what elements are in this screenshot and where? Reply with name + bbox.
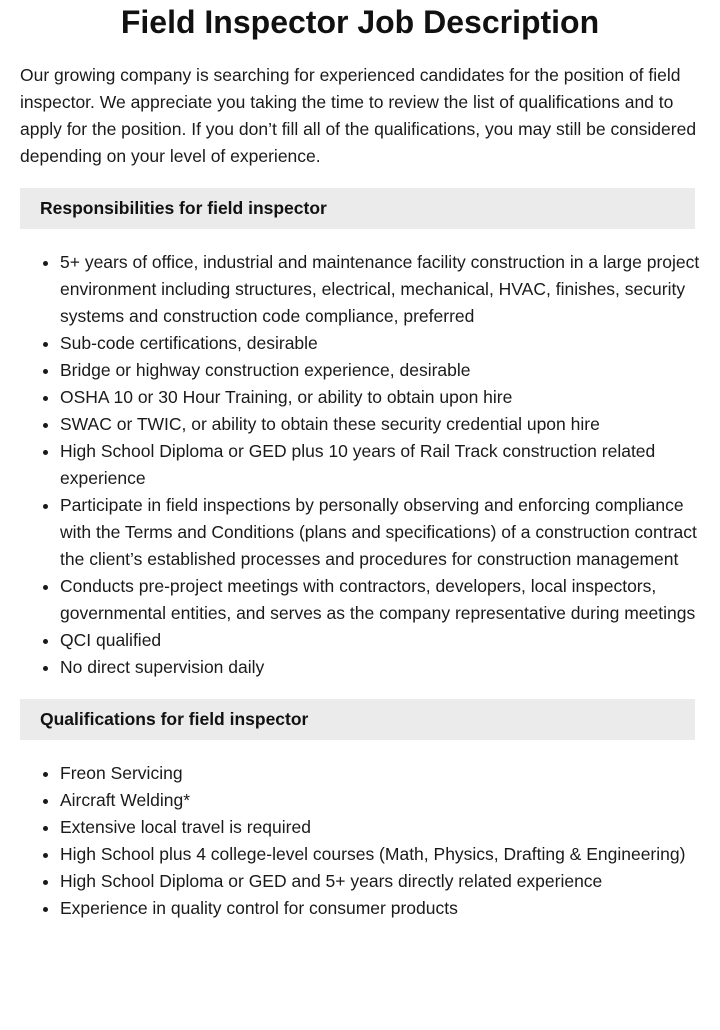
list-item: • Freon Servicing [60, 760, 700, 787]
list-item: • OSHA 10 or 30 Hour Training, or ability to obtain upon hire [60, 384, 700, 411]
qualifications-heading: Qualifications for field inspector [20, 699, 695, 740]
page-title: Field Inspector Job Description [120, 4, 600, 40]
list-item: • High School plus 4 college-level courses (Math, Physics, Drafting & Engineering) [60, 841, 700, 868]
responsibilities-list [20, 249, 700, 681]
list-item: • Conducts pre-project meetings with contractors, developers, local inspectors, governmental entities, and serves as the company representative during meetings [60, 573, 700, 627]
list-item: • Aircraft Welding* [60, 787, 700, 814]
list-item: • QCI qualified [60, 627, 700, 654]
list-item: • High School Diploma or GED and 5+ years directly related experience [60, 868, 700, 895]
list-item: • Extensive local travel is required [60, 814, 700, 841]
list-item: • SWAC or TWIC, or ability to obtain these security credential upon hire [60, 411, 700, 438]
qualifications-list [20, 760, 700, 922]
list-item: • Experience in quality control for consumer products [60, 895, 700, 922]
list-item: • High School Diploma or GED plus 10 years of Rail Track construction related experience [60, 438, 700, 492]
list-item: • No direct supervision daily [60, 654, 700, 681]
list-item: • Participate in field inspections by personally observing and enforcing compliance with the Terms and Conditions (plans and specifications) of a construction contract the client’s established processes and procedures for construction management [60, 492, 700, 573]
intro-paragraph: Our growing company is searching for experienced candidates for the position of field inspector. We appreciate you taking the time to review the list of qualifications and to apply for the position. If you don’t fill all of the qualifications, you may still be considered depending on your level of experience. [20, 65, 697, 166]
list-item: • Sub-code certifications, desirable [60, 330, 700, 357]
list-item: • 5+ years of office, industrial and maintenance facility construction in a large project environment including structures, electrical, mechanical, HVAC, finishes, security systems and construction code compliance, preferred [60, 249, 700, 330]
responsibilities-heading: Responsibilities for field inspector [20, 188, 695, 229]
list-item: • Bridge or highway construction experience, desirable [60, 357, 700, 384]
